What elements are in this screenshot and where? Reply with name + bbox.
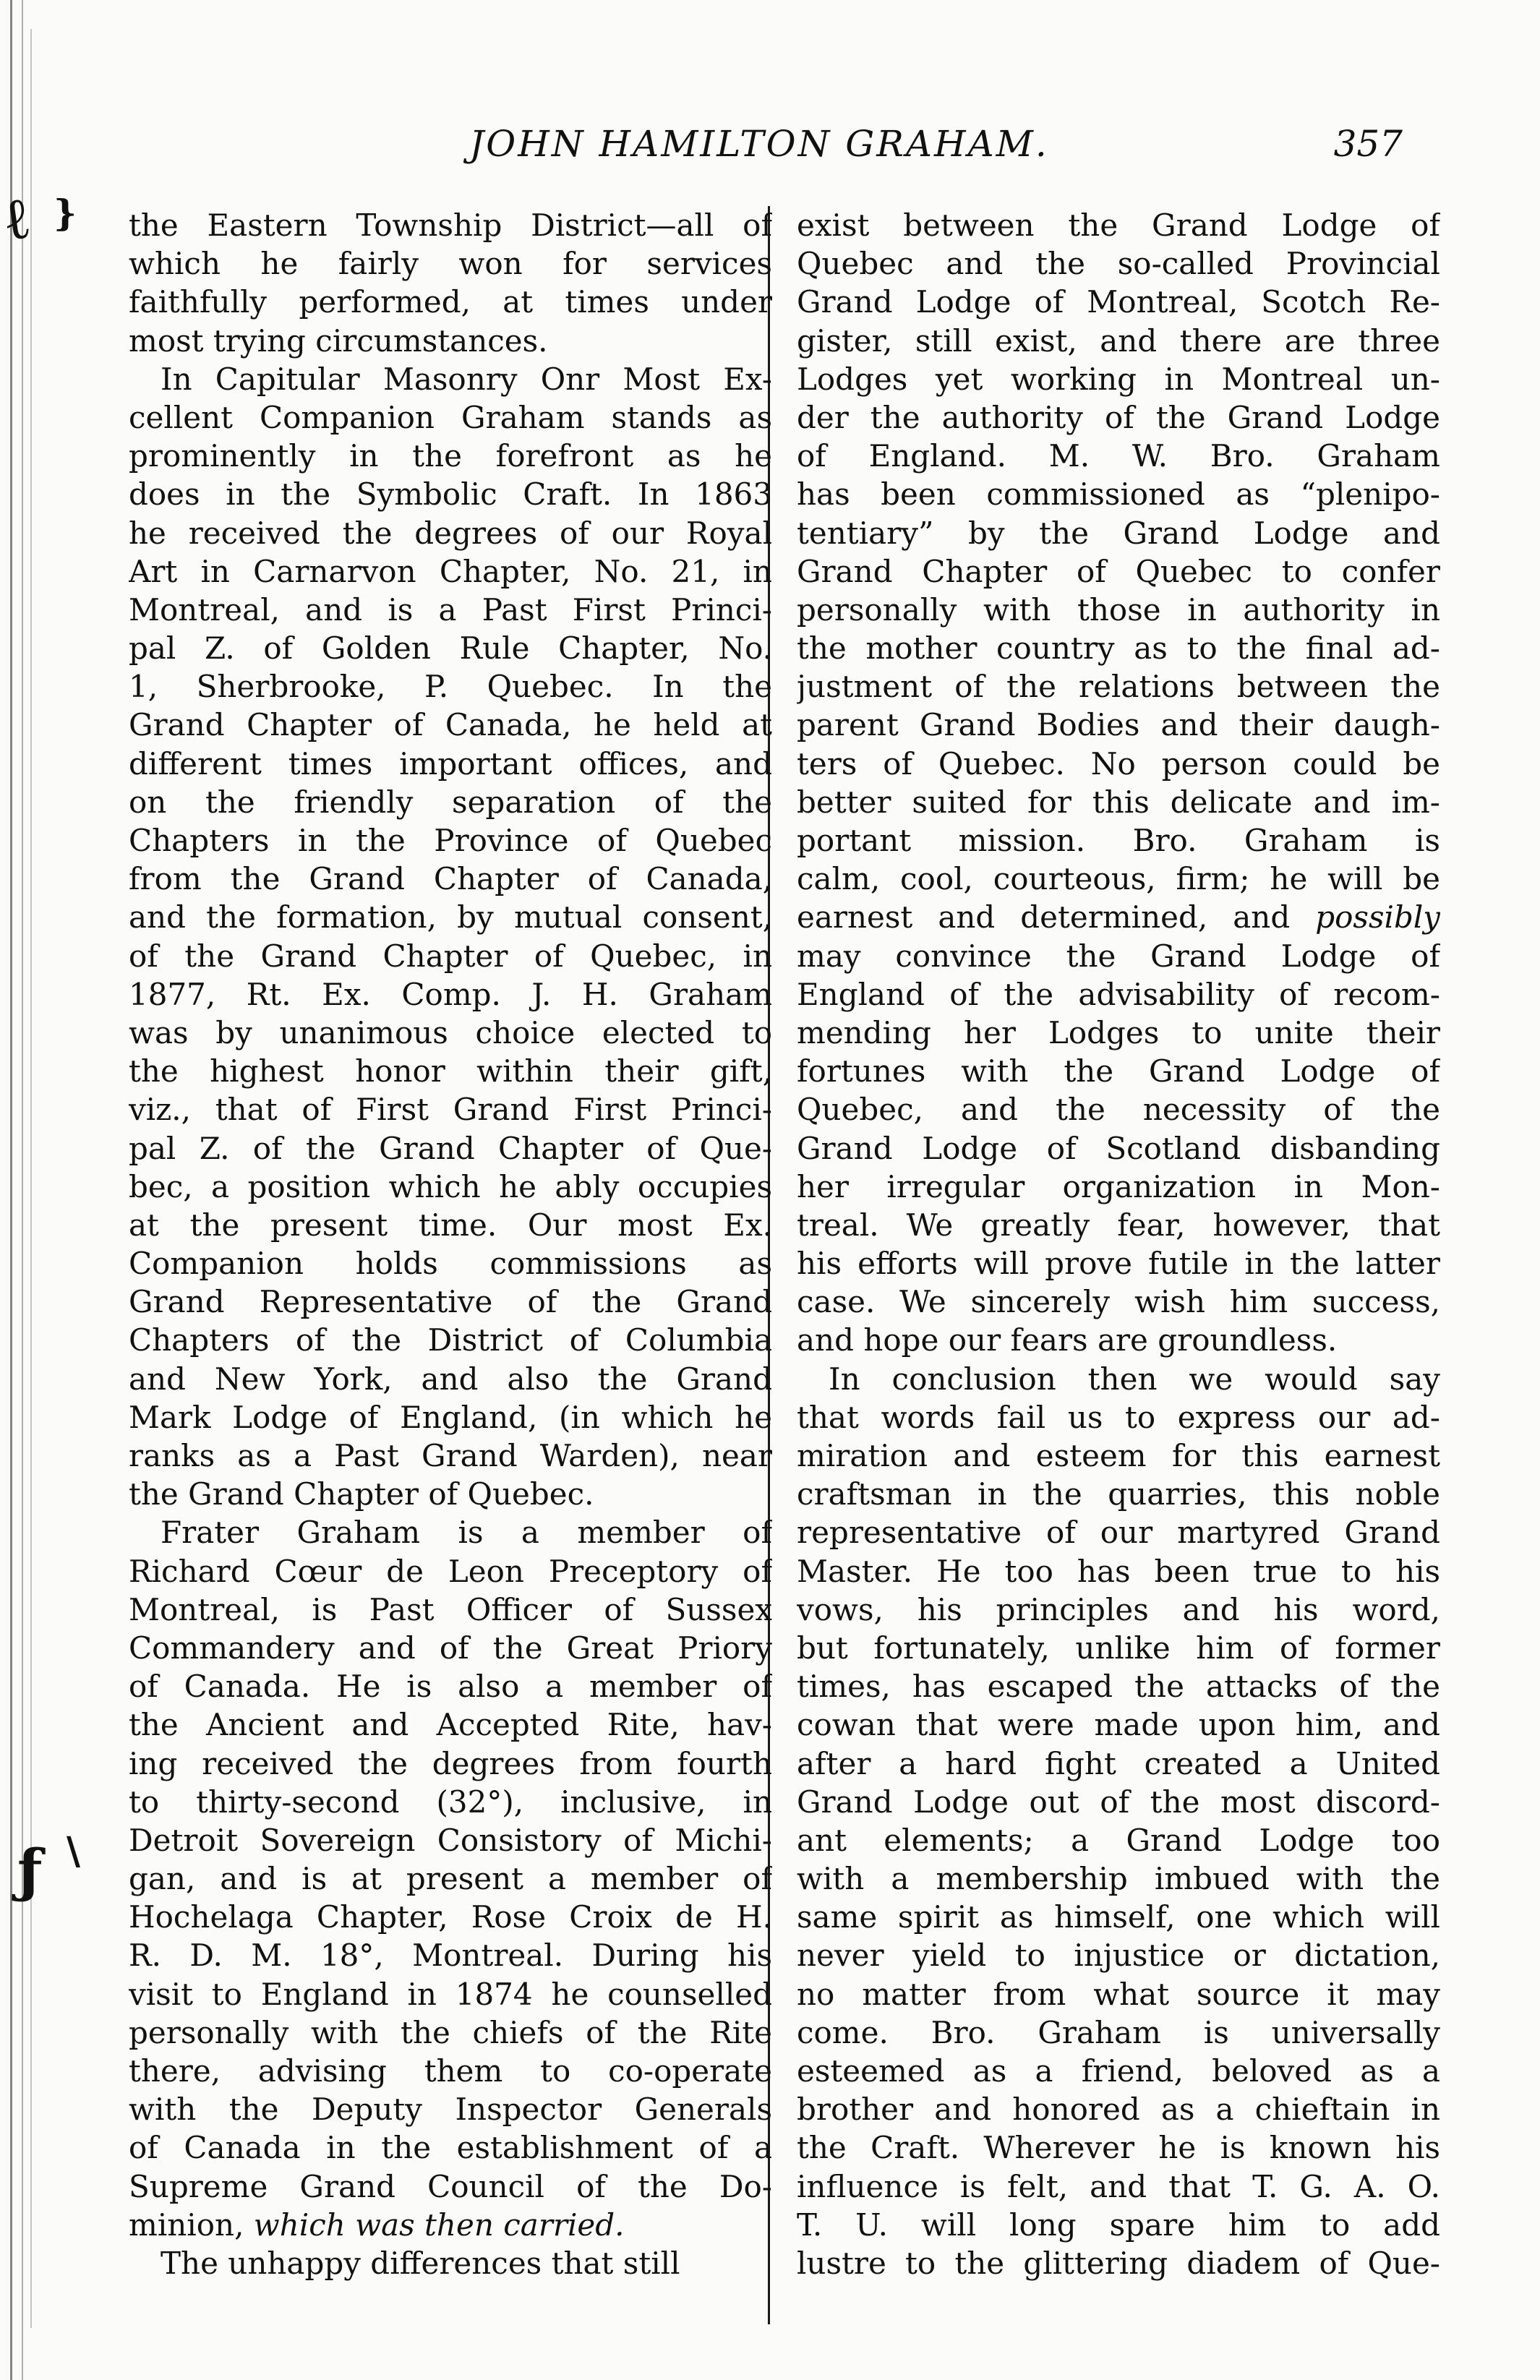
text-line [797,898,1440,936]
text-line: Hochelaga Chapter, Rose Croix de H. [129,1899,772,1935]
text-line: portant mission. Bro. Graham is [797,823,1440,858]
text-line: Detroit Sovereign Consistory of Michi- [129,1822,772,1858]
text-line: Montreal, is Past Officer of Sussex [129,1591,772,1627]
text-line: prominently in the forefront as he [129,438,772,474]
text-line: Grand Representative of the Grand [129,1284,772,1320]
binding-edge-line [22,0,23,2380]
text-fragment: minion, [129,2206,244,2243]
text-line: on the friendly separation of the [129,784,772,820]
text-line: the Eastern Township District—all of [129,207,772,243]
text-line: may convince the Grand Lodge of [797,938,1440,974]
text-line: but fortunately, unlike him of former [797,1630,1440,1666]
text-line: brother and honored as a chieftain in [797,2092,1440,2128]
text-line: at the present time. Our most Ex. [129,1207,772,1243]
pencil-mark-icon: } [54,192,77,234]
pencil-mark-icon: ƒ [17,1836,43,1904]
text-line: the mother country as to the final ad- [797,630,1440,667]
text-line: vows, his principles and his word, [797,1591,1440,1627]
text-line: different times important offices, and [129,745,772,782]
text-line: In Capitular Masonry Onr Most Ex- [161,361,772,397]
text-line: Chapters of the District of Columbia [129,1322,772,1358]
text-line: miration and esteem for this earnest [797,1438,1440,1473]
text-line: most trying circumstances. [129,322,548,359]
text-line: Mark Lodge of England, (in which he [129,1399,772,1435]
text-line: representative of our martyred Grand [797,1515,1440,1551]
binding-edge-line [10,0,12,2380]
text-line: never yield to injustice or dictation, [797,1938,1440,1974]
text-line: better suited for this delicate and im- [797,784,1440,820]
text-line: faithfully performed, at times under [129,284,772,320]
text-fragment: earnest and determined, and [797,899,1291,936]
text-line: with a membership imbued with the [797,1861,1440,1897]
text-line: fortunes with the Grand Lodge of [797,1053,1440,1090]
text-line: case. We sincerely wish him success, [797,1284,1440,1320]
binding-edge-line [30,29,32,2328]
text-line: Lodges yet working in Montreal un- [797,361,1440,397]
text-line: of Canada in the establishment of a [129,2130,772,2166]
text-line: after a hard fight created a United [797,1745,1440,1781]
text-line: Grand Chapter of Quebec to confer [797,553,1440,589]
text-line: exist between the Grand Lodge of [797,207,1440,243]
text-line: times, has escaped the attacks of the [797,1669,1440,1705]
text-line: 1877, Rt. Ex. Comp. J. H. Graham [129,976,772,1012]
text-line: from the Grand Chapter of Canada, [129,861,772,897]
text-line [129,2206,772,2244]
right-column [797,206,1440,2282]
text-line: Master. He too has been true to his [797,1553,1440,1589]
text-line: ing received the degrees from fourth [129,1745,772,1781]
text-line: and hope our fears are groundless. [797,1322,1338,1358]
text-line: of the Grand Chapter of Quebec, in [129,938,772,974]
page-number: 357 [1333,123,1403,165]
text-line: and New York, and also the Grand [129,1361,772,1397]
text-line: personally with those in authority in [797,591,1440,628]
text-line: Richard Cœur de Leon Preceptory of [129,1553,772,1589]
pencil-mark-icon: ℓ [1,183,33,254]
text-line: pal Z. of Golden Rule Chapter, No. [129,630,772,667]
text-line: Grand Lodge of Montreal, Scotch Re- [797,284,1440,320]
text-line: lustre to the glittering diadem of Que- [797,2245,1440,2281]
italic-text: possibly [1315,899,1440,936]
text-line: of England. M. W. Bro. Graham [797,438,1440,474]
binding-margin [0,0,80,2380]
text-line: Companion holds commissions as [129,1246,772,1282]
text-line: viz., that of First Grand First Princi- [129,1092,772,1128]
text-line: Grand Chapter of Canada, he held at [129,707,772,743]
text-line: esteemed as a friend, beloved as a [797,2053,1440,2089]
text-line: Art in Carnarvon Chapter, No. 21, in [129,553,772,589]
left-column [129,206,772,2282]
text-line: England of the advisability of recom- [797,976,1440,1012]
text-line: his efforts will prove futile in the latter [797,1246,1440,1282]
text-line: he received the degrees of our Royal [129,515,772,551]
text-line: with the Deputy Inspector Generals [129,2092,772,2128]
text-line: gan, and is at present a member of [129,1861,772,1897]
text-line: Quebec, and the necessity of the [797,1092,1440,1128]
text-line: In conclusion then we would say [829,1361,1440,1397]
text-line: tentiary” by the Grand Lodge and [797,515,1440,551]
text-line: justment of the relations between the [797,669,1440,705]
text-line: Quebec and the so-called Provincial [797,246,1440,282]
text-line: which he fairly won for services [129,246,772,282]
text-line: no matter from what source it may [797,1976,1440,2012]
text-line: treal. We greatly fear, however, that [797,1207,1440,1243]
text-line: the Craft. Wherever he is known his [797,2130,1440,2166]
text-line: the highest honor within their gift, [129,1053,772,1090]
text-line: the Grand Chapter of Quebec. [129,1476,594,1512]
text-line: Commandery and of the Great Priory [129,1630,772,1666]
text-line: bec, a position which he ably occupies [129,1168,772,1204]
text-line: does in the Symbolic Craft. In 1863 [129,476,772,513]
text-line: 1, Sherbrooke, P. Quebec. In the [129,669,772,705]
text-line: ant elements; a Grand Lodge too [797,1822,1440,1858]
text-line: parent Grand Bodies and their daugh- [797,707,1440,743]
text-line: gister, still exist, and there are three [797,322,1440,359]
text-line: R. D. M. 18°, Montreal. During his [129,1938,772,1974]
text-line: cowan that were made upon him, and [797,1707,1440,1743]
text-line: Frater Graham is a member of [161,1515,772,1551]
page-header [116,123,1403,181]
text-line: Montreal, and is a Past First Princi- [129,591,772,628]
text-line: mending her Lodges to unite their [797,1014,1440,1050]
text-line: to thirty-second (32°), inclusive, in [129,1784,772,1820]
text-line: der the authority of the Grand Lodge [797,399,1440,435]
text-line: there, advising them to co-operate [129,2053,772,2089]
text-line: same spirit as himself, one which will [797,1899,1440,1935]
text-line: cellent Companion Graham stands as [129,399,772,435]
text-line: Supreme Grand Council of the Do- [129,2168,772,2204]
text-line: calm, cool, courteous, firm; he will be [797,861,1440,897]
text-line: craftsman in the quarries, this noble [797,1476,1440,1512]
text-line: pal Z. of the Grand Chapter of Que- [129,1130,772,1166]
pencil-mark-icon: \ [67,1829,80,1873]
text-line: Grand Lodge out of the most discord- [797,1784,1440,1820]
italic-text: which was then carried. [253,2206,625,2243]
text-line: influence is felt, and that T. G. A. O. [797,2168,1440,2204]
text-line: has been commissioned as “plenipo- [797,476,1440,513]
text-line: the Ancient and Accepted Rite, hav- [129,1707,772,1743]
text-line: T. U. will long spare him to add [797,2206,1440,2243]
text-line: her irregular organization in Mon- [797,1168,1440,1204]
text-line: ranks as a Past Grand Warden), near [129,1438,772,1473]
text-line: Chapters in the Province of Quebec [129,823,772,858]
text-line: personally with the chiefs of the Rite [129,2014,772,2050]
text-line: and the formation, by mutual consent, [129,899,772,936]
text-line: was by unanimous choice elected to [129,1014,772,1050]
text-line: visit to England in 1874 he counselled [129,1976,772,2012]
text-line: The unhappy differences that still [161,2245,680,2281]
text-line: ters of Quebec. No person could be [797,745,1440,782]
text-line: come. Bro. Graham is universally [797,2014,1440,2050]
text-line: of Canada. He is also a member of [129,1669,772,1705]
text-line: Grand Lodge of Scotland disbanding [797,1130,1440,1166]
running-title: JOHN HAMILTON GRAHAM. [469,123,1049,165]
text-line: that words fail us to express our ad- [797,1399,1440,1435]
